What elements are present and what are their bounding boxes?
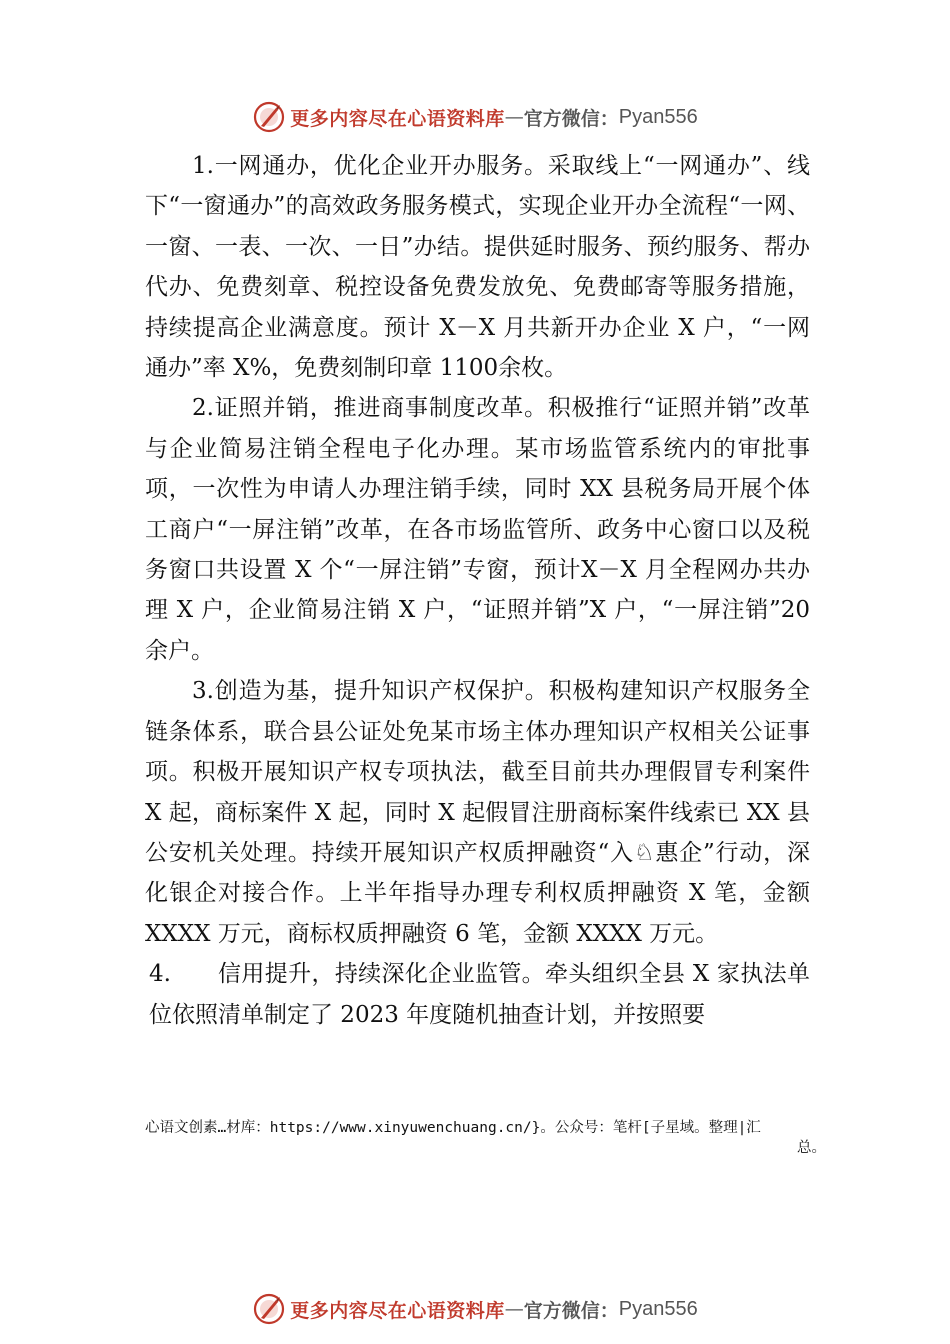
quill-seal-icon — [252, 1292, 286, 1326]
header-banner — [0, 92, 950, 142]
footer-line-1: 心语文创素…材库：https://www.xinyuwenchuang.cn/}。公众号：笔杆[子星域。整理|汇 — [145, 1120, 761, 1136]
wechat-id: Pyan556 — [618, 105, 698, 128]
quill-seal-icon — [252, 100, 286, 134]
paragraph-3: 3.创造为基，提升知识产权保护。积极构建知识产权服务全链条体系，联合县公证处免某市场主体办理知识产权相关公证事项。积极开展知识产权专项执法，截至目前共办理假冒专利案件 X 起，商标案件 X 起，同时 X 起假冒注册商标案件线索已 XX 县公安机关处理。持续开展知识产权质押融资“入♘惠企”行动，深化银企对接合作。上半年指导办理专利权质押融资 X 笔，金额 XXXX 万元，商标权质押融资 6 笔，金额 XXXX 万元。 — [145, 678, 810, 947]
banner-separator: — — [504, 1298, 524, 1320]
brand-text: 更多内容尽在心语资料库 — [290, 107, 505, 130]
paragraph-4: 4. 信用提升，持续深化企业监管。牵头组织全县 X 家执法单位依照清单制定了 2023 年度随机抽查计划，并按照要 — [149, 961, 810, 1028]
document-body — [145, 146, 810, 1035]
banner-separator: — — [504, 106, 524, 128]
brand-text: 更多内容尽在心语资料库 — [290, 1299, 505, 1322]
wechat-id: Pyan556 — [618, 1297, 698, 1320]
paragraph-2: 2.证照并销，推进商事制度改革。积极推行“证照并销”改革与企业简易注销全程电子化办理。某市场监管系统内的审批事项，一次性为申请人办理注销手续，同时 XX 县税务局开展个体工商户“一屏注销”改革，在各市场监管所、政务中心窗口以及税务窗口共设置 X 个“一屏注销”专窗，预计X－X 月全程网办共办理 X 户，企业简易注销 X 户，“证照并销”X 户，“一屏注销”20 余户。 — [145, 395, 810, 664]
paragraph-1: 1.一网通办，优化企业开办服务。采取线上“一网通办”、线下“一窗通办”的高效政务服务模式，实现企业开办全流程“一网、一窗、一表、一次、一日”办结。提供延时服务、预约服务、帮办代办、免费刻章、税控设备免费发放免、免费邮寄等服务措施，持续提高企业满意度。预计 X－X 月共新开办企业 X 户，“一网通办”率 X%，免费刻制印章 1100余枚。 — [145, 153, 810, 382]
wechat-label: 官方微信： — [523, 107, 619, 130]
footer-banner — [0, 1284, 950, 1334]
source-footer — [145, 1118, 840, 1158]
wechat-label: 官方微信： — [523, 1299, 619, 1322]
footer-line-2: 总。 — [797, 1140, 826, 1156]
